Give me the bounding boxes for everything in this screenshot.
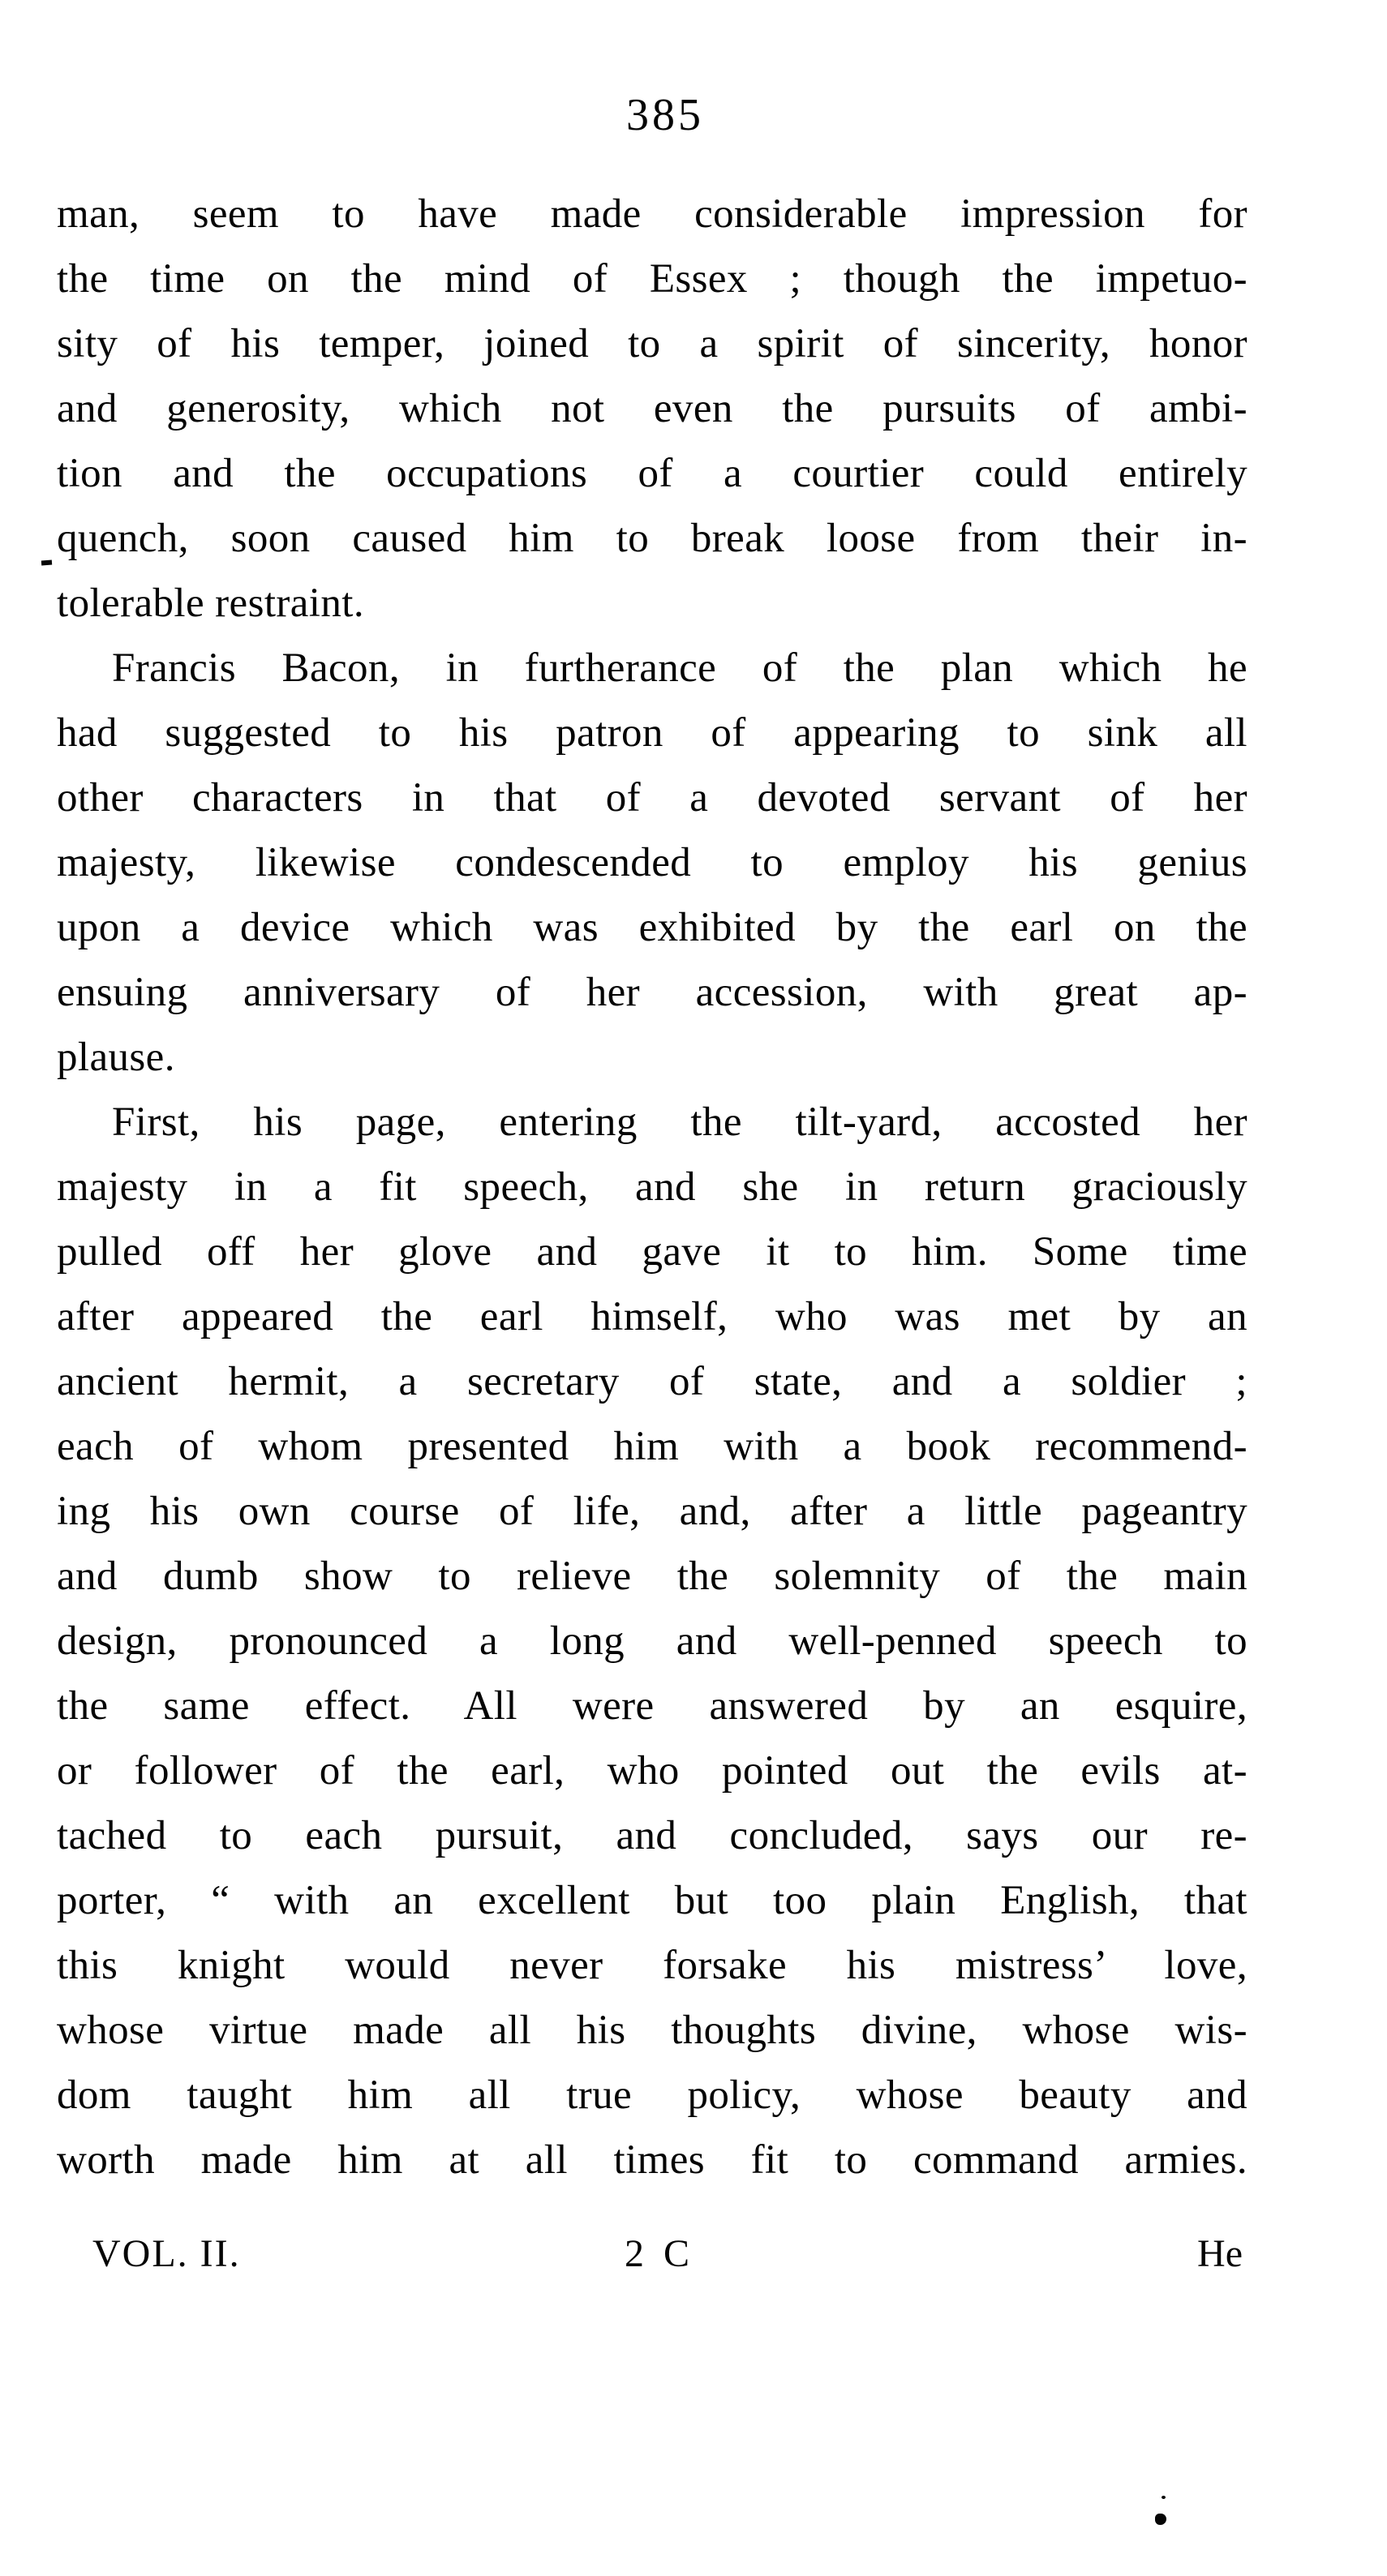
text-line: Francis Bacon, in furtherance of the plan which he	[112, 645, 1247, 691]
text-line: porter, “ with an excellent but too plain English, that	[57, 1878, 1247, 1923]
text-line: dom taught him all true policy, whose beauty and	[57, 2072, 1247, 2118]
text-line: and generosity, which not even the pursuits of ambi-	[57, 386, 1247, 431]
text-line: ancient hermit, a secretary of state, and a soldier ;	[57, 1359, 1247, 1404]
footer-signature-mark: 2 C	[625, 2232, 695, 2275]
text-line: and dumb show to relieve the solemnity of the main	[57, 1554, 1247, 1599]
page-footer	[57, 2222, 1247, 2287]
text-line: man, seem to have made considerable impression for	[57, 191, 1247, 237]
text-line: sity of his temper, joined to a spirit of sincerity, honor	[57, 321, 1247, 366]
body-text	[57, 182, 1247, 2192]
footer-volume-label: VOL. II.	[92, 2232, 241, 2275]
text-line: had suggested to his patron of appearing to sink all	[57, 710, 1247, 756]
text-line: ing his own course of life, and, after a little pageantry	[57, 1489, 1247, 1534]
text-line: ensuing anniversary of her accession, with great ap-	[57, 970, 1247, 1015]
footer-catchword: He	[1197, 2232, 1243, 2275]
text-line: whose virtue made all his thoughts divine, whose wis-	[57, 2008, 1247, 2053]
text-line: other characters in that of a devoted servant of her	[57, 775, 1247, 821]
text-line: tached to each pursuit, and concluded, says our re-	[57, 1813, 1247, 1858]
ink-mark	[41, 560, 52, 566]
text-line: the time on the mind of Essex ; though the impetuo-	[57, 256, 1247, 302]
text-line: majesty, likewise condescended to employ his genius	[57, 840, 1247, 885]
text-line: majesty in a fit speech, and she in return graciously	[57, 1164, 1247, 1210]
text-line: this knight would never forsake his mistress’ love,	[57, 1943, 1247, 1988]
text-line: each of whom presented him with a book recommend-	[57, 1424, 1247, 1469]
text-line: tion and the occupations of a courtier could entirely	[57, 451, 1247, 496]
text-line: quench, soon caused him to break loose from their in-	[57, 516, 1247, 561]
text-line: the same effect. All were answered by an esquire,	[57, 1683, 1247, 1729]
text-line: design, pronounced a long and well-penned speech to	[57, 1618, 1247, 1664]
text-line: First, his page, entering the tilt-yard, accosted her	[112, 1099, 1247, 1145]
text-line: after appeared the earl himself, who was met by an	[57, 1294, 1247, 1339]
page-number: 385	[626, 90, 704, 140]
text-line: upon a device which was exhibited by the earl on the	[57, 905, 1247, 950]
ink-speck	[1162, 2496, 1166, 2499]
text-line: tolerable restraint.	[57, 581, 364, 626]
ink-dot	[1155, 2514, 1166, 2525]
text-line: pulled off her glove and gave it to him. Some time	[57, 1229, 1247, 1275]
text-line: or follower of the earl, who pointed out the evils at-	[57, 1748, 1247, 1794]
text-line: worth made him at all times fit to command armies.	[57, 2137, 1247, 2183]
text-line: plause.	[57, 1035, 175, 1080]
